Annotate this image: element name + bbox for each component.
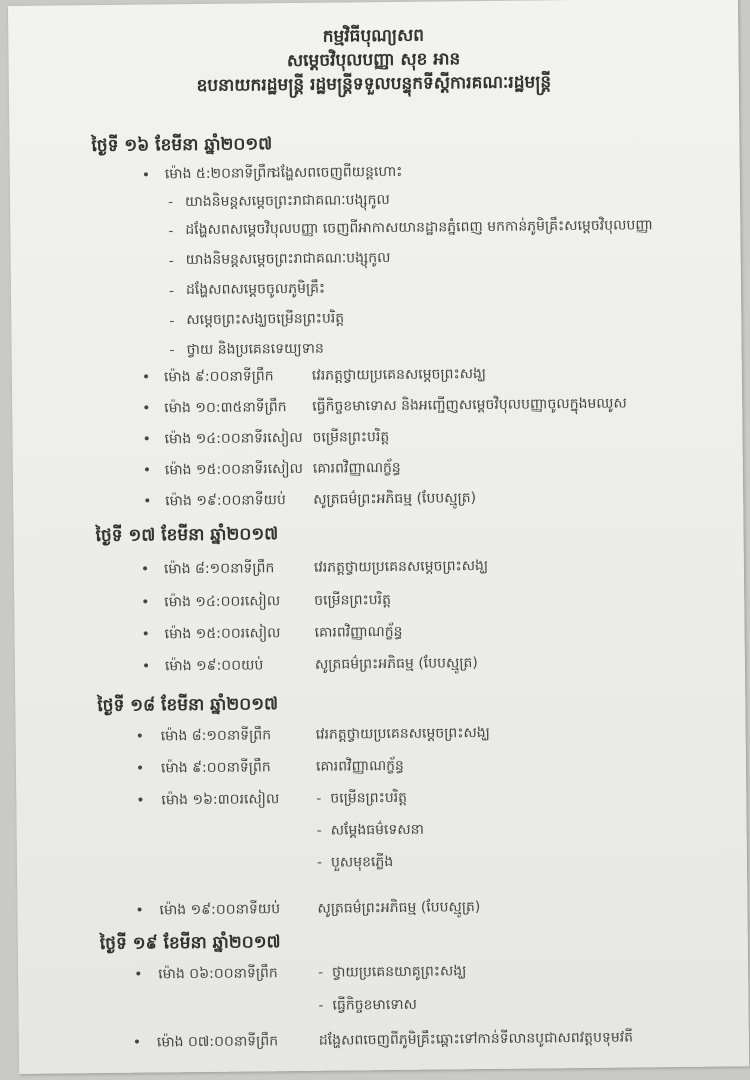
dash-icon: - bbox=[318, 964, 324, 981]
schedule-activity: ដង្ហែសពចេញពីយន្តហោះ bbox=[271, 163, 403, 182]
dash-icon: - bbox=[168, 283, 175, 300]
sub-activity: ថ្វាយ និងប្រគេនទេយ្យទាន bbox=[186, 340, 324, 359]
dash-icon: - bbox=[168, 253, 174, 270]
schedule-activity: ធ្វើកិច្ចខមាទោស bbox=[332, 996, 418, 1014]
bullet-icon: • bbox=[141, 626, 150, 643]
schedule-time: ម៉ោង ១៩:០០យប់ bbox=[164, 657, 264, 675]
schedule-activity: ថ្វាយប្រគេនយាគូព្រះសង្ឃ bbox=[332, 963, 467, 981]
schedule-time: ម៉ោង ១០:៣៥នាទីព្រឹក bbox=[164, 399, 287, 417]
dash-icon: - bbox=[167, 194, 174, 211]
day-heading: ថ្ងៃទី ១៦ ខែមីនា ឆ្នាំ២០១៧ bbox=[91, 134, 273, 157]
schedule-time: ម៉ោង ០៧:០០នាទីព្រឹក bbox=[156, 1033, 279, 1051]
sub-activity: ដង្ហែសពសម្ដេចចូលភូមិគ្រឹះ bbox=[185, 280, 326, 299]
schedule-activity: សូត្រធម៌ព្រះអភិធម្ម (បែបស្មូត្រ) bbox=[317, 899, 481, 917]
schedule-activity: ចម្រើនព្រះបរិត្ត bbox=[314, 592, 392, 609]
schedule-activity: សម្ដែងធម៌ទេសនា bbox=[330, 821, 425, 839]
bullet-icon: • bbox=[143, 493, 152, 510]
sub-activity: យាងនិមន្តសម្ដេចព្រះរាជាគណៈបង្សុកូល bbox=[184, 192, 390, 211]
schedule-time: ម៉ោង ១៥:០០នាទីរសៀល bbox=[164, 460, 304, 479]
schedule-time: ម៉ោង ០៦:០០នាទីព្រឹក bbox=[158, 965, 278, 983]
dash-icon: - bbox=[316, 854, 323, 871]
schedule-time: ម៉ោង ៨:១០នាទីព្រឹក bbox=[163, 560, 275, 578]
schedule-time: ម៉ោង ១៦:៣០រសៀល bbox=[161, 791, 280, 809]
bullet-icon: • bbox=[141, 369, 151, 386]
bullet-icon: • bbox=[136, 792, 145, 809]
dash-icon: - bbox=[169, 313, 175, 330]
schedule-time: ម៉ោង ១៤:០០នាទីរសៀល bbox=[164, 429, 303, 448]
header-position: ឧបនាយករដ្ឋមន្ត្រី រដ្ឋមន្ត្រីទទួលបន្ទុកទីស្ដីការគណៈរដ្ឋមន្ត្រី bbox=[196, 72, 552, 97]
schedule-time: ម៉ោង ៩:០០នាទីព្រឹក bbox=[163, 368, 274, 386]
dash-icon: - bbox=[316, 790, 322, 807]
schedule-activity: គោរពវិញ្ញាណក្ខ័ន្ធ bbox=[315, 757, 404, 775]
bullet-icon: • bbox=[142, 462, 152, 479]
sub-activity: យាងនិមន្តសម្ដេចព្រះរាជាគណៈបង្សុកូល bbox=[185, 250, 391, 269]
day-heading: ថ្ងៃទី ១៩ ខែមីនា ឆ្នាំ២០១៧ bbox=[99, 932, 281, 955]
bullet-icon: • bbox=[142, 400, 151, 417]
bullet-icon: • bbox=[142, 431, 151, 448]
bullet-icon: • bbox=[132, 1034, 142, 1051]
schedule-activity: សូត្រធម៌ព្រះអភិធម្ម (បែបស្មូត្រ) bbox=[314, 655, 478, 673]
schedule-time: ម៉ោង ៩:០០នាទីព្រឹក bbox=[160, 759, 271, 777]
header-name: សម្ដេចវិបុលបញ្ញា សុខ អាន bbox=[286, 49, 461, 72]
bullet-icon: • bbox=[135, 902, 144, 919]
header-title: កម្មវិធីបុណ្យសព bbox=[322, 25, 425, 47]
schedule-activity: ចម្រើនព្រះបរិត្ត bbox=[312, 429, 390, 446]
dash-icon: - bbox=[316, 822, 322, 839]
bullet-icon: • bbox=[141, 658, 151, 675]
dash-icon: - bbox=[169, 342, 175, 359]
schedule-activity: គោរពវិញ្ញាណក្ខ័ន្ធ bbox=[314, 623, 403, 641]
day-heading: ថ្ងៃទី ១៧ ខែមីនា ឆ្នាំ២០១៧ bbox=[95, 524, 279, 547]
schedule-time: ម៉ោង ១៩:០០នាទីយប់ bbox=[165, 492, 286, 510]
bullet-icon: • bbox=[135, 728, 145, 745]
schedule-time: ម៉ោង ១៩:០០នាទីយប់ bbox=[159, 901, 281, 919]
dash-icon: - bbox=[318, 997, 324, 1014]
bullet-icon: • bbox=[134, 966, 143, 983]
schedule-time: ម៉ោង ១៤:០០រសៀល bbox=[164, 593, 281, 611]
bullet-icon: • bbox=[140, 561, 150, 578]
document-header bbox=[8, 20, 739, 100]
schedule-activity: វេរភត្តថ្វាយប្រគេនសម្ដេចព្រះសង្ឃ bbox=[311, 366, 487, 384]
schedule-activity: គោរពវិញ្ញាណក្ខ័ន្ធ bbox=[312, 459, 401, 477]
schedule-activity: វេរភត្តថ្វាយប្រគេនសម្ដេចព្រះសង្ឃ bbox=[313, 558, 489, 576]
bullet-icon: • bbox=[141, 594, 150, 611]
schedule-time: ម៉ោង ៨:១០នាទីព្រឹក bbox=[160, 727, 272, 745]
schedule-time: ម៉ោង ១៥:០០រសៀល bbox=[164, 625, 281, 643]
schedule-activity: វេរភត្តថ្វាយប្រគេនសម្ដេចព្រះសង្ឃ bbox=[315, 724, 490, 743]
schedule-activity: សូត្រធម៌ព្រះអភិធម្ម (បែបស្មូត្រ) bbox=[313, 490, 477, 508]
schedule-activity: ធ្វើកិច្ចខមាទោស និងអញ្ជើញសម្ដេចវិបុលបញ្ញាចូលក្នុងមឈូស bbox=[312, 395, 627, 415]
sub-activity: សម្ដេចព្រះសង្ឃចម្រើនព្រះបរិត្ត bbox=[186, 310, 345, 329]
schedule-activity: បួសមុខភ្លើង bbox=[330, 854, 394, 871]
bullet-icon: • bbox=[141, 167, 151, 184]
document-page bbox=[8, 0, 749, 1074]
dash-icon: - bbox=[168, 223, 174, 240]
schedule-activity: ចម្រើនព្រះបរិត្ត bbox=[330, 789, 408, 807]
schedule-activity: ដង្ហែសពចេញពីភូមិគ្រឹះឆ្ពោះទៅកាន់ទីលានបូជាសពវត្តបទុមវតី bbox=[318, 1029, 634, 1049]
schedule-time: ម៉ោង ៥:២០នាទីព្រឹក bbox=[164, 165, 276, 183]
bullet-icon: • bbox=[135, 760, 145, 777]
sub-activity: ដង្ហែសពសម្ដេចវិបុលបញ្ញា ចេញពីអាកាសយានដ្ឋានភ្នំពេញ មកកាន់ភូមិគ្រឹះសម្ដេចវិបុលបញ្ញា bbox=[185, 217, 653, 239]
day-heading: ថ្ងៃទី ១៨ ខែមីនា ឆ្នាំ២០១៧ bbox=[97, 694, 279, 717]
